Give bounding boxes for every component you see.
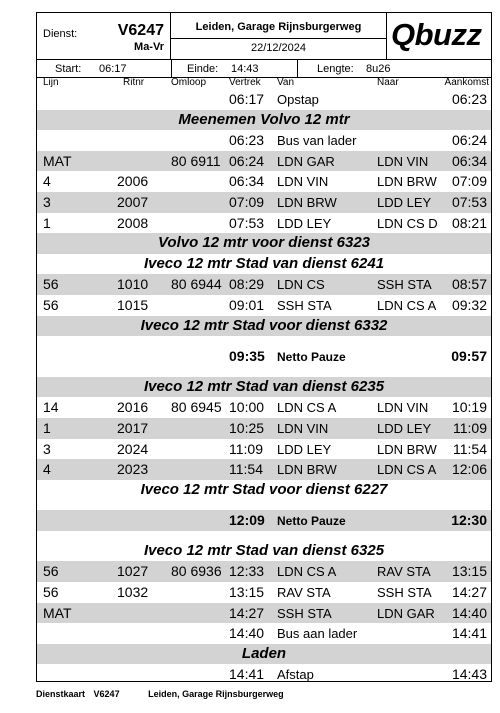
cell-ritnr: 2023 <box>117 461 149 478</box>
cell-naar: LDD LEY <box>377 420 432 436</box>
cell-naar: LDN CS A <box>377 462 437 478</box>
trip-row <box>37 459 491 480</box>
col-omloop: Omloop <box>171 77 207 88</box>
cell-vertrek: 06:23 <box>229 132 265 149</box>
trip-row <box>37 130 491 151</box>
cell-ritnr: 1032 <box>117 584 149 601</box>
trip-row <box>37 213 491 234</box>
cell-lijn: 3 <box>43 193 51 210</box>
cell-vertrek: 09:01 <box>229 296 265 313</box>
trip-row <box>37 89 491 110</box>
trip-row <box>37 192 491 213</box>
cell-naar: LDN GAR <box>377 605 435 621</box>
footer-label: Dienstkaart <box>36 689 86 699</box>
cell-vertrek: 06:17 <box>229 91 265 107</box>
cell-aankomst: 09:32 <box>451 296 487 313</box>
cell-ritnr: 2024 <box>117 440 149 457</box>
cell-aankomst: 08:21 <box>451 214 487 231</box>
trip-row <box>37 274 491 295</box>
dienstkaart-sheet <box>36 12 492 682</box>
col-naar: Naar <box>377 77 399 88</box>
trip-row <box>37 418 491 439</box>
dienst-cell <box>37 13 171 59</box>
spacer-row <box>37 531 491 541</box>
cell-van: Netto Pauze <box>277 350 346 365</box>
cell-vertrek: 14:41 <box>229 666 265 683</box>
spacer-row <box>37 367 491 377</box>
logo-cell <box>387 13 491 59</box>
trip-row <box>37 603 491 624</box>
cell-aankomst: 08:57 <box>451 276 487 293</box>
trip-row <box>37 151 491 172</box>
col-van: Van <box>277 77 295 88</box>
trip-row <box>37 623 491 644</box>
cell-van: LDN VIN <box>277 420 329 436</box>
cell-vertrek: 07:53 <box>229 214 265 231</box>
cell-omloop: 80 6911 <box>171 152 221 169</box>
footer-location: Leiden, Garage Rijnsburgerweg <box>148 689 284 699</box>
cell-naar: LDN CS A <box>377 297 437 313</box>
cell-ritnr: 2007 <box>117 193 149 210</box>
trip-row <box>37 295 491 316</box>
section-row <box>37 377 491 398</box>
cell-van: LDN BRW <box>277 462 337 478</box>
cell-aankomst: 14:40 <box>451 604 487 621</box>
qbuzz-logo: Qbuzz <box>391 17 482 52</box>
cell-vertrek: 14:27 <box>229 604 265 621</box>
divider <box>297 60 298 77</box>
trip-row <box>37 582 491 603</box>
cell-naar: RAV STA <box>377 564 431 580</box>
trip-row <box>37 397 491 418</box>
col-aankomst: Aankomst <box>444 77 489 88</box>
cell-van: Afstap <box>277 667 314 683</box>
cell-aankomst: 06:34 <box>451 152 487 169</box>
section-title: Meenemen Volvo 12 mtr <box>178 110 350 128</box>
cell-aankomst: 13:15 <box>451 563 487 580</box>
spacer-row <box>37 500 491 510</box>
cell-lijn: 56 <box>43 563 59 580</box>
cell-naar: SSH STA <box>377 277 432 293</box>
cell-van: Bus aan lader <box>277 626 358 642</box>
cell-vertrek: 10:25 <box>229 419 265 436</box>
cell-vertrek: 09:35 <box>229 348 265 365</box>
cell-lijn: 56 <box>43 296 59 313</box>
cell-van: LDN CS A <box>277 400 337 416</box>
section-row <box>37 480 491 501</box>
cell-lijn: MAT <box>43 604 72 621</box>
einde-label: Einde: <box>187 63 219 75</box>
cell-lijn: 56 <box>43 276 59 293</box>
cell-lijn: MAT <box>43 152 72 169</box>
section-row <box>37 644 491 665</box>
cell-naar: SSH STA <box>377 585 432 601</box>
cell-vertrek: 12:09 <box>229 512 265 529</box>
section-row <box>37 233 491 254</box>
cell-lijn: 1 <box>43 419 51 436</box>
cell-lijn: 4 <box>43 173 51 190</box>
cell-vertrek: 06:34 <box>229 173 265 190</box>
cell-van: Bus van lader <box>277 133 357 149</box>
section-title: Iveco 12 mtr Stad voor dienst 6227 <box>140 480 388 498</box>
cell-van: SSH STA <box>277 605 332 621</box>
cell-aankomst: 14:43 <box>451 666 487 683</box>
location: Leiden, Garage Rijnsburgerweg <box>195 21 362 33</box>
cell-vertrek: 11:09 <box>229 440 263 457</box>
cell-lijn: 14 <box>43 399 59 416</box>
cell-aankomst: 10:19 <box>451 399 487 416</box>
cell-ritnr: 2006 <box>117 173 149 190</box>
cell-van: LDN VIN <box>277 174 329 190</box>
lengte-value: 8u26 <box>366 63 391 75</box>
cell-aankomst: 14:27 <box>451 584 487 601</box>
cell-naar: LDN BRW <box>377 441 437 457</box>
cell-ritnr: 1027 <box>117 563 149 580</box>
start-label: Start: <box>55 63 82 75</box>
col-ritnr: Ritnr <box>123 77 145 88</box>
times-bar <box>37 60 491 78</box>
trip-row <box>37 439 491 460</box>
cell-aankomst: 07:53 <box>451 193 487 210</box>
cell-aankomst: 07:09 <box>451 173 487 190</box>
pauze-row <box>37 510 491 531</box>
cell-ritnr: 2008 <box>117 214 149 231</box>
cell-aankomst: 12:30 <box>451 512 487 529</box>
cell-naar: LDN VIN <box>377 153 429 169</box>
cell-vertrek: 12:33 <box>229 563 265 580</box>
header <box>37 13 491 60</box>
cell-vertrek: 14:40 <box>229 625 265 642</box>
cell-aankomst: 11:09 <box>453 419 487 436</box>
cell-vertrek: 13:15 <box>229 584 265 601</box>
cell-van: Opstap <box>277 92 319 107</box>
cell-van: LDN BRW <box>277 194 337 210</box>
spacer-row <box>37 336 491 346</box>
cell-aankomst: 11:54 <box>453 440 487 457</box>
section-title: Volvo 12 mtr voor dienst 6323 <box>157 234 371 252</box>
trip-row <box>37 561 491 582</box>
date: 22/12/2024 <box>250 42 307 54</box>
cell-van: SSH STA <box>277 297 332 313</box>
cell-aankomst: 06:23 <box>451 91 487 107</box>
section-row <box>37 254 491 275</box>
divider <box>171 60 172 77</box>
cell-omloop: 80 6936 <box>171 563 222 580</box>
section-title: Laden <box>241 644 287 662</box>
col-lijn: Lijn <box>43 77 59 88</box>
section-row <box>37 110 491 131</box>
cell-vertrek: 07:09 <box>229 193 265 210</box>
section-row <box>37 541 491 562</box>
cell-vertrek: 06:24 <box>229 152 265 169</box>
divider <box>171 38 386 39</box>
column-headers <box>37 78 491 89</box>
col-vertrek: Vertrek <box>229 77 261 88</box>
section-title: Iveco 12 mtr Stad van dienst 6241 <box>143 254 385 272</box>
cell-ritnr: 1010 <box>117 276 149 293</box>
footer-dienst: V6247 <box>93 689 120 699</box>
cell-aankomst: 09:57 <box>451 348 487 365</box>
cell-lijn: 3 <box>43 440 51 457</box>
cell-ritnr: 2017 <box>117 419 149 436</box>
cell-ritnr: 1015 <box>117 296 149 313</box>
cell-lijn: 1 <box>43 214 51 231</box>
cell-naar: LDD LEY <box>377 194 432 210</box>
section-title: Iveco 12 mtr Stad van dienst 6325 <box>143 541 385 559</box>
cell-naar: LDN BRW <box>377 174 437 190</box>
cell-van: LDD LEY <box>277 215 332 231</box>
cell-vertrek: 10:00 <box>229 399 265 416</box>
cell-van: RAV STA <box>277 585 331 601</box>
cell-van: LDN GAR <box>277 153 335 169</box>
lengte-label: Lengte: <box>317 63 354 75</box>
cell-vertrek: 11:54 <box>229 461 263 478</box>
cell-naar: LDN CS D <box>377 215 438 231</box>
section-row <box>37 316 491 337</box>
cell-lijn: 56 <box>43 584 59 601</box>
cell-omloop: 80 6944 <box>171 276 222 293</box>
section-title: Iveco 12 mtr Stad voor dienst 6332 <box>140 316 388 334</box>
section-title: Iveco 12 mtr Stad van dienst 6235 <box>143 377 385 395</box>
trip-row <box>37 664 491 685</box>
cell-van: LDD LEY <box>277 441 332 457</box>
cell-ritnr: 2016 <box>117 399 149 416</box>
dienst-number: V6247 <box>117 22 164 39</box>
start-time: 06:17 <box>99 63 127 75</box>
cell-vertrek: 08:29 <box>229 276 265 293</box>
cell-lijn: 4 <box>43 461 51 478</box>
cell-van: LDN CS <box>277 277 325 293</box>
dienst-days: Ma-Vr <box>134 41 164 53</box>
cell-aankomst: 14:41 <box>451 625 487 642</box>
cell-naar: LDN VIN <box>377 400 429 416</box>
footer <box>36 689 290 699</box>
cell-van: Netto Pauze <box>277 514 346 529</box>
pauze-row <box>37 346 491 367</box>
cell-aankomst: 12:06 <box>451 461 487 478</box>
cell-van: LDN CS A <box>277 564 337 580</box>
cell-aankomst: 06:24 <box>451 132 487 149</box>
dienst-label: Dienst: <box>43 28 78 40</box>
schedule-table <box>37 89 491 685</box>
cell-omloop: 80 6945 <box>171 399 222 416</box>
trip-row <box>37 171 491 192</box>
location-cell <box>171 13 387 59</box>
einde-time: 14:43 <box>231 63 259 75</box>
